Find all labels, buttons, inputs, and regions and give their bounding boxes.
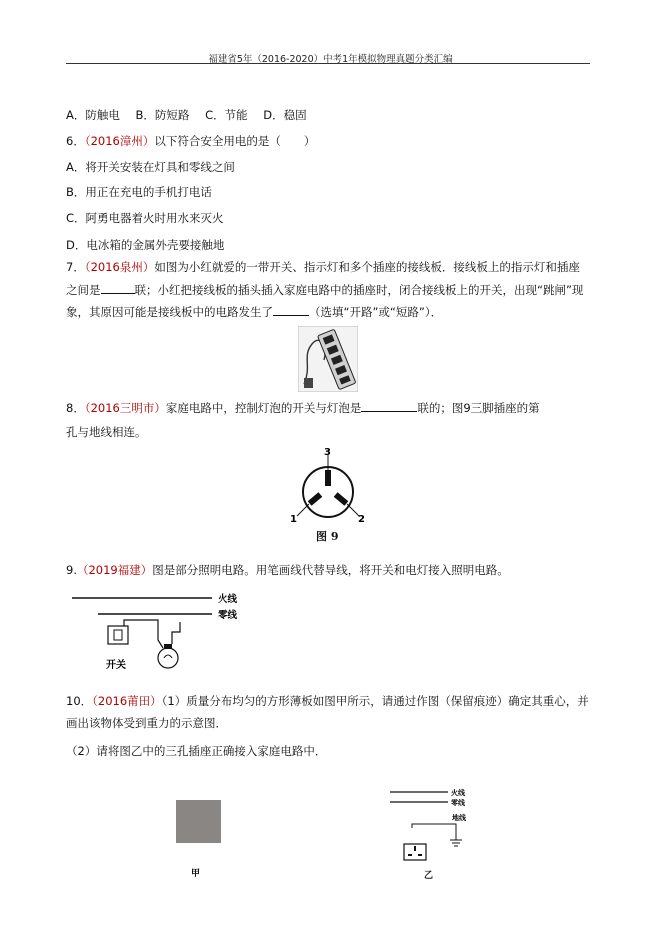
q10-ground-wire-label: 地线 [452,814,466,822]
q8-line-2: 孔与地线相连。 [66,425,147,439]
q6-option-c: C．阿勇电器着火时用水来灭火 [66,211,224,225]
q8-text-1b: 联的；图9三脚插座的第 [417,401,540,415]
q5-option-a: A．防触电 [66,108,120,122]
q6-source: （2016漳州） [84,134,155,148]
fig9-label-2: 2 [358,514,365,525]
q8-source: （2016三明市） [84,401,166,415]
q9-line-1 [66,563,509,577]
figure-yi-caption: 乙 [424,871,434,881]
q7-number: 7． [66,260,85,274]
q7-line-3 [66,305,442,319]
header-rule [66,63,590,64]
q10-line-1 [66,694,589,708]
q7-text-3b: （选填“开路”或“短路”）． [309,305,443,319]
q5-options [66,108,319,122]
q6-option-a: A．将开关安装在灯具和零线之间 [66,160,235,174]
q7-text-2b: 联；小红把接线板的插头插入家庭电路中的插座时，闭合接线板上的开关，出现“跳闸”现 [134,283,584,297]
q10-line-2: 画出该物体受到重力的示意图． [66,716,227,730]
q7-text-1: 如图为小红就爱的一带开关、指示灯和多个插座的接线板．接线板上的指示灯和插座 [154,260,580,274]
q6-question: 以下符合安全用电的是（ ） [154,134,316,148]
fig9-label-3: 3 [324,447,331,458]
q9-source: （2019福建） [76,563,153,577]
q8-number: 8． [66,401,85,415]
q10-text-1: （1）质量分布均匀的方形薄板如图甲所示，请通过作图（保留痕迹）确定其重心，并 [161,694,589,708]
q7-source: （2016泉州） [84,260,155,274]
q6-stem [66,134,315,148]
power-strip-image [298,326,358,392]
page-header: 福建省5年（2016-2020）中考1年模拟物理真题分类汇编 [208,54,453,65]
q9-switch-label: 开关 [106,660,126,671]
q10-neutral-wire-label: 零线 [451,799,465,807]
q9-live-wire-label: 火线 [218,594,238,605]
q10-live-wire-label: 火线 [451,789,465,797]
q7-blank-1 [101,283,135,294]
figure-jia-caption: 甲 [191,869,201,879]
q7-line-1 [66,260,580,274]
q8-line-1 [66,401,540,415]
q7-text-2a: 之间是 [66,283,101,297]
fig9-label-1: 1 [290,514,297,525]
figure-9-caption: 图 9 [316,530,339,543]
q7-blank-2 [273,305,309,316]
square-plate-image [176,800,221,843]
q5-option-c: C．节能 [205,108,248,122]
q10-line-3: （2）请将图乙中的三孔插座正确接入家庭电路中． [66,744,327,758]
q5-option-b: B．防短路 [135,108,190,122]
q6-number: 6． [66,134,85,148]
q10-number: 10． [66,694,93,708]
q5-option-d: D．稳固 [263,108,307,122]
q7-line-2 [66,283,583,297]
q6-option-b: B．用正在充电的手机打电话 [66,185,212,199]
q9-number: 9. [66,563,77,577]
q6-option-d: D．电冰箱的金属外壳要接触地 [66,238,225,252]
q10-source: （2016莆田） [92,694,162,708]
three-hole-socket-circuit [386,784,476,864]
q9-text: 图是部分照明电路。用笔画线代替导线，将开关和电灯接入照明电路。 [152,563,509,577]
q8-text-1a: 家庭电路中，控制灯泡的开关与灯泡是 [165,401,362,415]
q8-blank-1 [361,401,417,412]
q7-text-3a: 象，其原因可能是接线板中的电路发生了 [66,305,273,319]
lighting-circuit-diagram [68,588,254,680]
q9-neutral-wire-label: 零线 [218,610,238,621]
